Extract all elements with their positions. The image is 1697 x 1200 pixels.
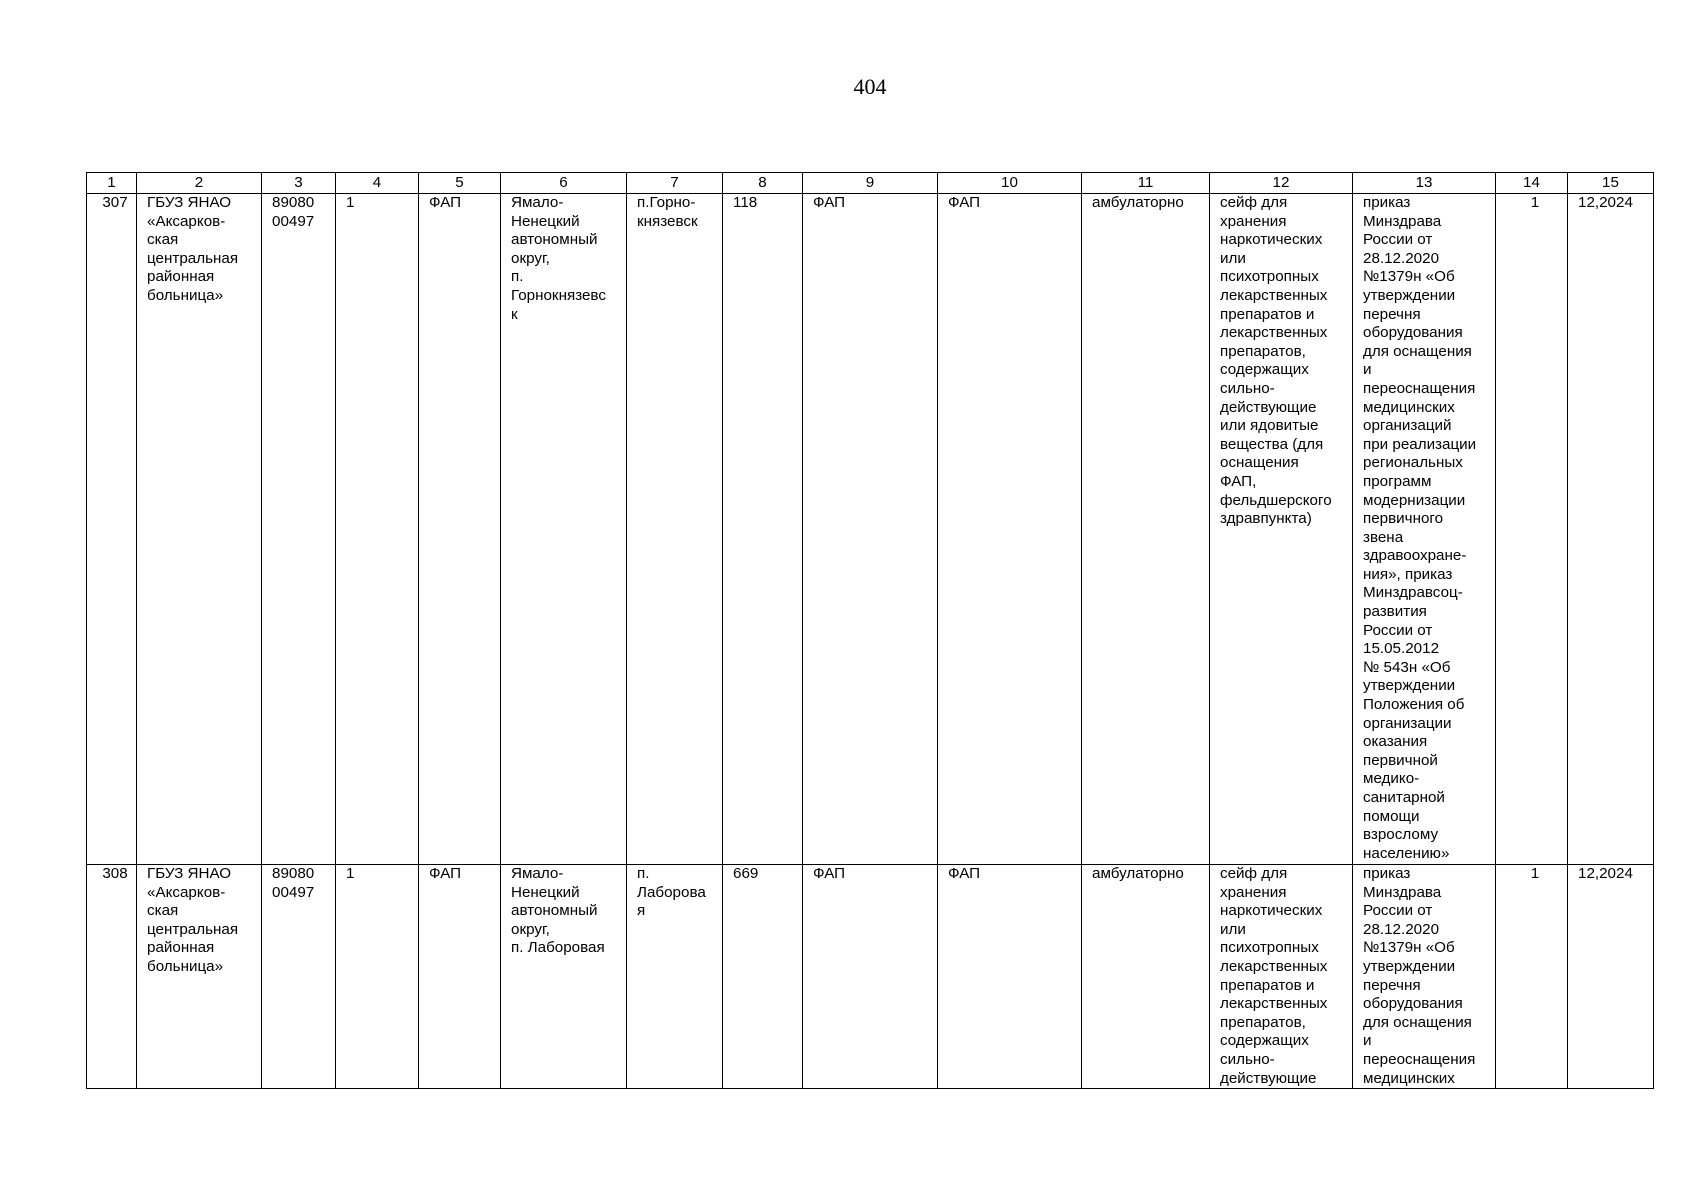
column-header: 1 bbox=[87, 173, 137, 194]
population-cell: 118 bbox=[723, 194, 803, 865]
table-cell: ФАП bbox=[803, 194, 938, 865]
table-cell: ФАП bbox=[419, 865, 501, 1089]
column-header: 10 bbox=[938, 173, 1082, 194]
data-table bbox=[86, 172, 1654, 1089]
table-cell: ФАП bbox=[803, 865, 938, 1089]
address-cell: Ямало- Ненецкий автономный округ, п. Лаборовая bbox=[501, 865, 627, 1089]
regulation-cell: приказ Минздрава России от 28.12.2020 №1379н «Об утверждении перечня оборудования для оснащения и переоснащения медицинских bbox=[1353, 865, 1496, 1089]
table-cell: 1 bbox=[336, 865, 419, 1089]
header-row bbox=[87, 173, 1654, 194]
care-type-cell: амбулаторно bbox=[1082, 194, 1210, 865]
column-header: 12 bbox=[1210, 173, 1353, 194]
table-row bbox=[87, 865, 1654, 1089]
column-header: 11 bbox=[1082, 173, 1210, 194]
address-cell: Ямало- Ненецкий автономный округ, п. Горнокнязевс к bbox=[501, 194, 627, 865]
care-type-cell: амбулаторно bbox=[1082, 865, 1210, 1089]
date-cell: 12,2024 bbox=[1568, 865, 1654, 1089]
organization-cell: ГБУЗ ЯНАО «Аксарков- ская центральная районная больница» bbox=[137, 865, 262, 1089]
regulation-cell: приказ Минздрава России от 28.12.2020 №1379н «Об утверждении перечня оборудования для оснащения и переоснащения медицинских организаций при реализации региональных программ модернизации первичного звена здравоохране- ния», приказ Минздравсоц- развития России от 15.05.2012 № 543н «Об утверждении Положения об организации оказания первичной медико- санитарной помощи взрослому населению» bbox=[1353, 194, 1496, 865]
organization-cell: ГБУЗ ЯНАО «Аксарков- ская центральная районная больница» bbox=[137, 194, 262, 865]
column-header: 5 bbox=[419, 173, 501, 194]
settlement-cell: п.Горно- князевск bbox=[627, 194, 723, 865]
table-row bbox=[87, 194, 1654, 865]
column-header: 8 bbox=[723, 173, 803, 194]
quantity-cell: 1 bbox=[1496, 194, 1568, 865]
table-cell: 1 bbox=[336, 194, 419, 865]
equipment-cell: сейф для хранения наркотических или психотропных лекарственных препаратов и лекарственных препаратов, содержащих сильно- действующие или ядовитые вещества (для оснащения ФАП, фельдшерского здравпункта) bbox=[1210, 194, 1353, 865]
column-header: 4 bbox=[336, 173, 419, 194]
date-cell: 12,2024 bbox=[1568, 194, 1654, 865]
column-header: 13 bbox=[1353, 173, 1496, 194]
table-cell: ФАП bbox=[938, 194, 1082, 865]
column-header: 6 bbox=[501, 173, 627, 194]
column-header: 7 bbox=[627, 173, 723, 194]
settlement-cell: п. Лаборова я bbox=[627, 865, 723, 1089]
page-number: 404 bbox=[853, 74, 887, 99]
population-cell: 669 bbox=[723, 865, 803, 1089]
column-header: 9 bbox=[803, 173, 938, 194]
column-header: 14 bbox=[1496, 173, 1568, 194]
code-cell: 89080 00497 bbox=[262, 194, 336, 865]
equipment-cell: сейф для хранения наркотических или психотропных лекарственных препаратов и лекарственных препаратов, содержащих сильно- действующие bbox=[1210, 865, 1353, 1089]
table-cell: ФАП bbox=[938, 865, 1082, 1089]
column-header: 3 bbox=[262, 173, 336, 194]
code-cell: 89080 00497 bbox=[262, 865, 336, 1089]
quantity-cell: 1 bbox=[1496, 865, 1568, 1089]
table-cell: ФАП bbox=[419, 194, 501, 865]
row-number-cell: 307 bbox=[87, 194, 137, 865]
column-header: 15 bbox=[1568, 173, 1654, 194]
row-number-cell: 308 bbox=[87, 865, 137, 1089]
column-header: 2 bbox=[137, 173, 262, 194]
